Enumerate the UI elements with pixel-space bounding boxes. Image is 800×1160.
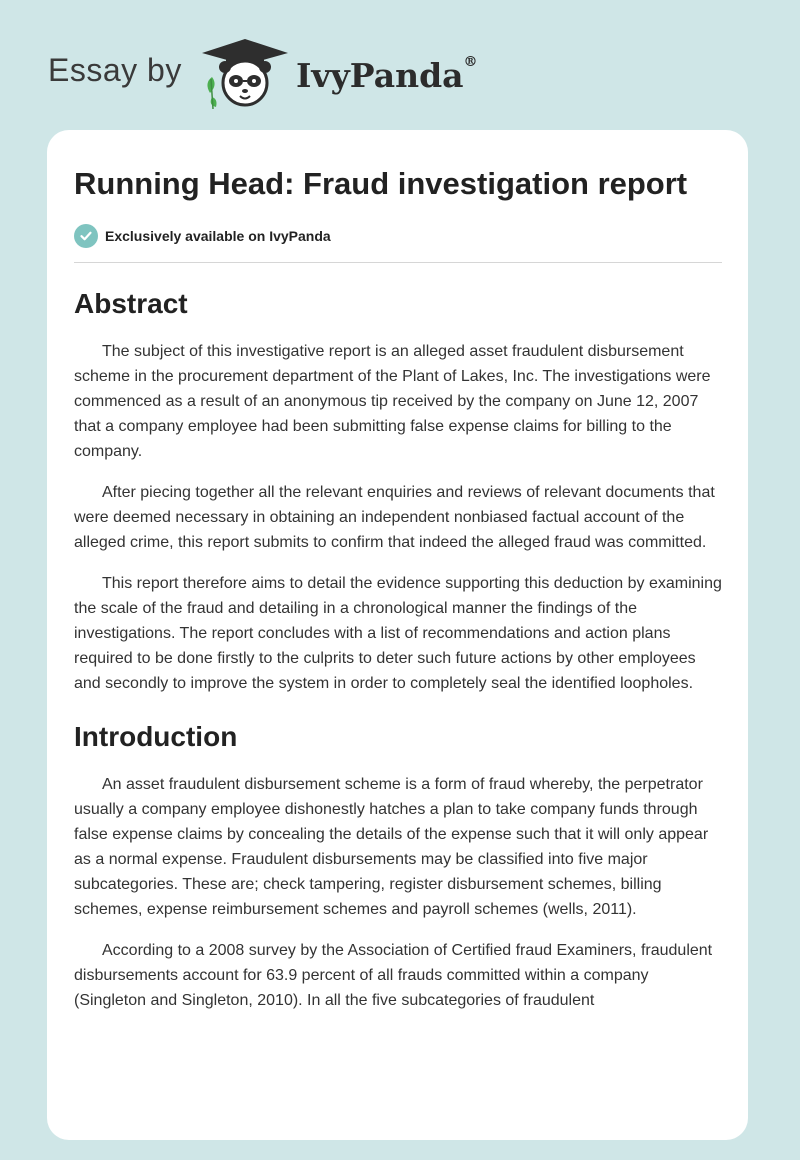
brand-name[interactable] — [296, 56, 478, 95]
registered-mark: ® — [463, 54, 478, 70]
site-header — [48, 30, 508, 110]
brand-name-text: IvyPanda — [296, 56, 464, 95]
document-title: Running Head: Fraud investigation report — [74, 166, 688, 201]
section-abstract — [74, 287, 722, 696]
panda-graduate-icon — [200, 35, 290, 111]
paragraph: An asset fraudulent disbursement scheme is a form of fraud whereby, the perpetrator usually a company employee dishonestly hatches a plan to take company funds through false expense claims by concealing the details of the expense such that it will only appear as a normal expense. Fraudulent disbursements may be classified into five major subcategories. These are; check tampering, register disbursement schemes, billing schemes, expense reimbursement schemes and payroll schemes (wells, 2011). — [74, 776, 709, 918]
paragraph: The subject of this investigative report is an alleged asset fraudulent disbursement scheme in the procurement department of the Plant of Lakes, Inc. The investigations were commenced as a result of an anonymous tip received by the company on June 12, 2007 that a company employee had been submitting false expense claims for billing to the company. — [74, 343, 711, 460]
paragraph: According to a 2008 survey by the Association of Certified fraud Examiners, fraudulent disbursements account for 63.9 percent of all frauds committed within a company (Singleton and Singleton, 2010). In all the five subcategories of fraudulent — [74, 942, 713, 1009]
exclusive-text: Exclusively available on IvyPanda — [105, 228, 331, 244]
check-icon — [74, 224, 98, 248]
essay-by-label: Essay by — [48, 52, 182, 88]
section-introduction — [74, 720, 722, 1013]
exclusive-badge — [74, 224, 722, 248]
paragraph: This report therefore aims to detail the evidence supporting this deduction by examining the scale of the fraud and detailing in a chronological manner the findings of the investigations. The report concludes with a list of recommendations and action plans required to be done firstly to the culprits to deter such future actions by other employees and secondly to improve the system in order to completely seal the identified loopholes. — [74, 575, 722, 692]
divider — [74, 262, 722, 263]
paragraph: After piecing together all the relevant enquiries and reviews of relevant documents that were deemed necessary in obtaining an independent nonbiased factual account of the alleged crime, this report submits to confirm that indeed the alleged fraud was committed. — [74, 484, 715, 551]
essay-card — [47, 130, 748, 1140]
section-heading: Introduction — [74, 721, 238, 752]
section-heading: Abstract — [74, 288, 188, 319]
